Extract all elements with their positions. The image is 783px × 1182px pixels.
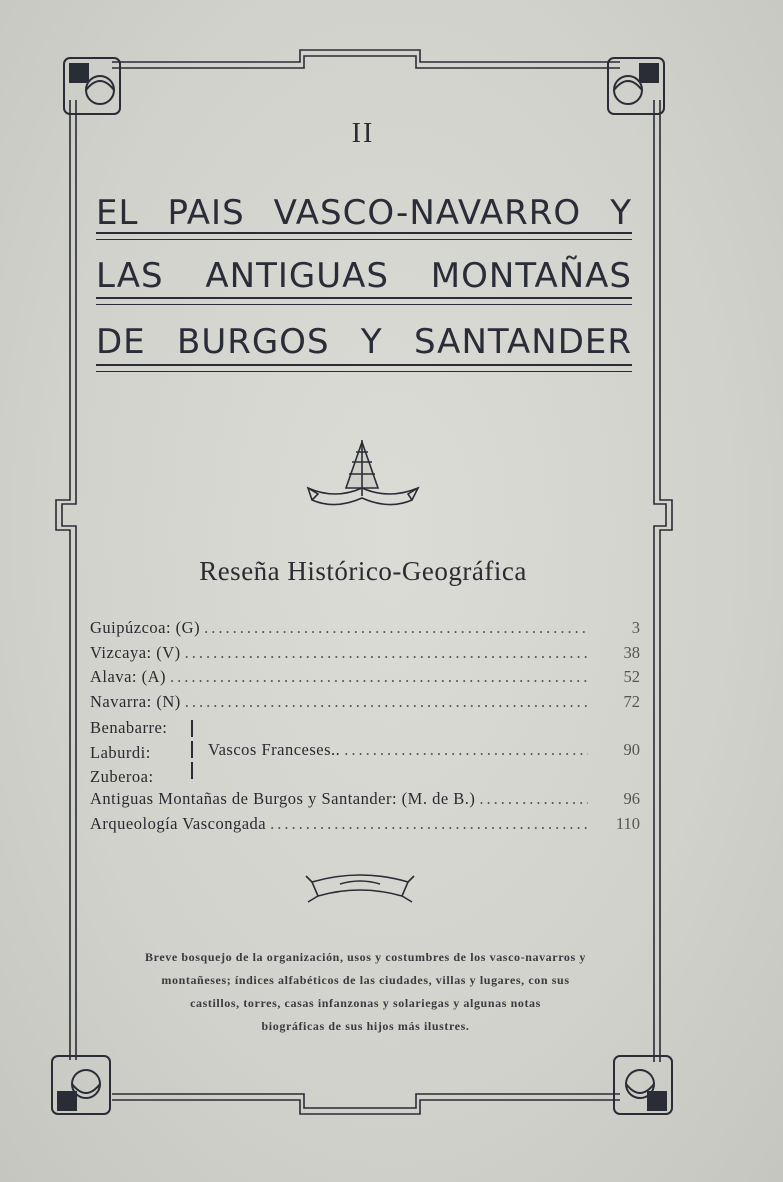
toc-group-name: Zuberoa: <box>90 767 154 786</box>
toc-entry <box>90 789 640 814</box>
description-line: castillos, torres, casas infanzonas y solariegas y algunas notas <box>190 996 541 1010</box>
toc-entry-label: Guipúzcoa: (G) <box>90 618 201 637</box>
toc-group-vascos-franceses <box>90 716 640 789</box>
toc-entry-page: 72 <box>623 691 640 711</box>
toc-entry-page: 96 <box>623 789 640 808</box>
toc-entry <box>90 814 640 839</box>
toc-entry <box>90 692 640 717</box>
toc-entry <box>90 643 640 668</box>
toc-leader-dots <box>270 814 588 834</box>
description-paragraph <box>88 946 643 1038</box>
title-rule-2 <box>96 297 632 305</box>
title-rule-1 <box>96 232 632 240</box>
toc-group-brace <box>191 720 193 784</box>
title-line-2: LAS ANTIGUAS MONTAÑAS <box>96 256 632 296</box>
description-line: Breve bosquejo de la organización, usos y costumbres de los vasco-navarros y <box>145 950 586 964</box>
description-line: biográficas de sus hijos más ilustres. <box>261 1019 470 1033</box>
toc-entry-page: 38 <box>623 642 640 662</box>
toc-leader-dots <box>170 667 588 687</box>
toc-entry-label: Antiguas Montañas de Burgos y Santander: (M. de B.) <box>90 789 476 808</box>
title-line-1: EL PAIS VASCO-NAVARRO Y <box>96 193 632 233</box>
toc-leader-dots <box>204 618 588 638</box>
title-line-3: DE BURGOS Y SANTANDER <box>96 322 632 362</box>
table-of-contents <box>90 618 640 838</box>
toc-entry-label: Vizcaya: (V) <box>90 642 181 662</box>
toc-leader-dots <box>185 692 588 712</box>
toc-group-entry <box>208 740 640 760</box>
toc-group-names <box>90 716 167 790</box>
toc-entry-page: 3 <box>631 618 640 637</box>
toc-entry-label: Arqueología Vascongada <box>90 813 267 833</box>
title-rule-3 <box>96 364 632 372</box>
toc-entry-page: 52 <box>623 667 640 686</box>
toc-entry-page: 110 <box>615 813 640 833</box>
toc-entry-label: Navarra: (N) <box>90 691 181 711</box>
toc-group-name: Benabarre: <box>90 718 168 737</box>
toc-group-label: Vascos Franceses.. <box>208 740 341 759</box>
toc-group-name: Laburdi: <box>90 742 151 762</box>
toc-entry-label: Alava: (A) <box>90 667 167 686</box>
toc-group-page: 90 <box>623 740 640 759</box>
subtitle: Reseña Histórico-Geográfica <box>199 556 527 586</box>
toc-leader-dots <box>344 740 588 760</box>
chapter-number: II <box>351 118 375 149</box>
toc-leader-dots <box>479 789 588 809</box>
toc-entry <box>90 618 640 643</box>
description-line: montañeses; índices alfabéticos de las ciudades, villas y lugares, con sus <box>161 973 570 987</box>
toc-leader-dots <box>185 643 588 663</box>
toc-entry <box>90 667 640 692</box>
